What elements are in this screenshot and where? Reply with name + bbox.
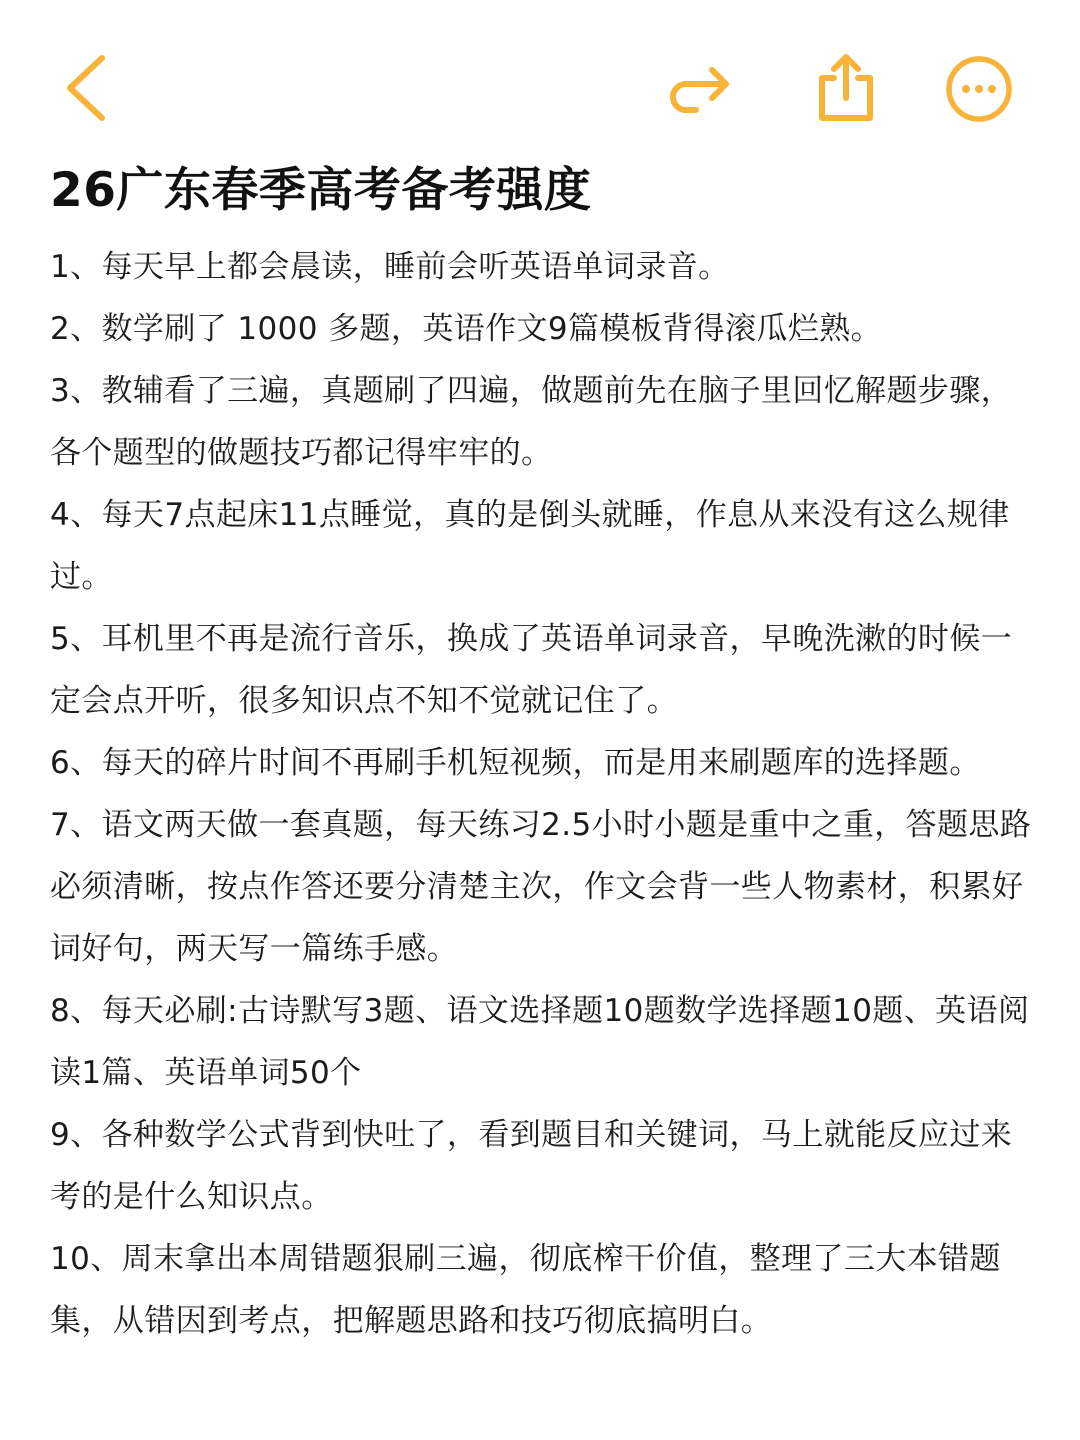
list-item: 4、每天7点起床11点睡觉，真的是倒头就睡，作息从来没有这么规律过。 [50,497,1010,595]
list-item: 10、周末拿出本周错题狠刷三遍，彻底榨干价值，整理了三大本错题集，从错因到考点，把解题思路和技巧彻底搞明白。 [50,1241,1001,1339]
top-toolbar [0,0,1080,150]
list-item: 8、每天必刷:古诗默写3题、语文选择题10题数学选择题10题、英语阅读1篇、英语单词50个 [50,993,1030,1091]
list-item: 1、每天早上都会晨读，睡前会听英语单词录音。 [50,249,730,285]
list-item: 6、每天的碎片时间不再刷手机短视频，而是用来刷题库的选择题。 [50,745,981,781]
back-chevron-icon[interactable] [58,52,114,124]
share-icon[interactable] [814,52,878,124]
list-item: 5、耳机里不再是流行音乐，换成了英语单词录音，早晚洗漱的时候一定会点开听，很多知识点不知不觉就记住了。 [50,621,1013,719]
list-item: 2、数学刷了 1000 多题，英语作文9篇模板背得滚瓜烂熟。 [50,311,883,347]
page-title: 26广东春季高考备考强度 [50,163,592,218]
note-content [50,158,1040,1352]
list-item: 3、教辅看了三遍，真题刷了四遍，做题前先在脑子里回忆解题步骤，各个题型的做题技巧都记得牢牢的。 [50,373,1013,471]
more-options-icon[interactable] [944,54,1014,124]
forward-redo-icon[interactable] [668,56,732,120]
list-item: 7、语文两天做一套真题，每天练习2.5小时小题是重中之重，答题思路必须清晰，按点作答还要分清楚主次，作文会背一些人物素材，积累好词好句，两天写一篇练手感。 [50,807,1032,967]
list-item: 9、各种数学公式背到快吐了，看到题目和关键词，马上就能反应过来考的是什么知识点。 [50,1117,1013,1215]
